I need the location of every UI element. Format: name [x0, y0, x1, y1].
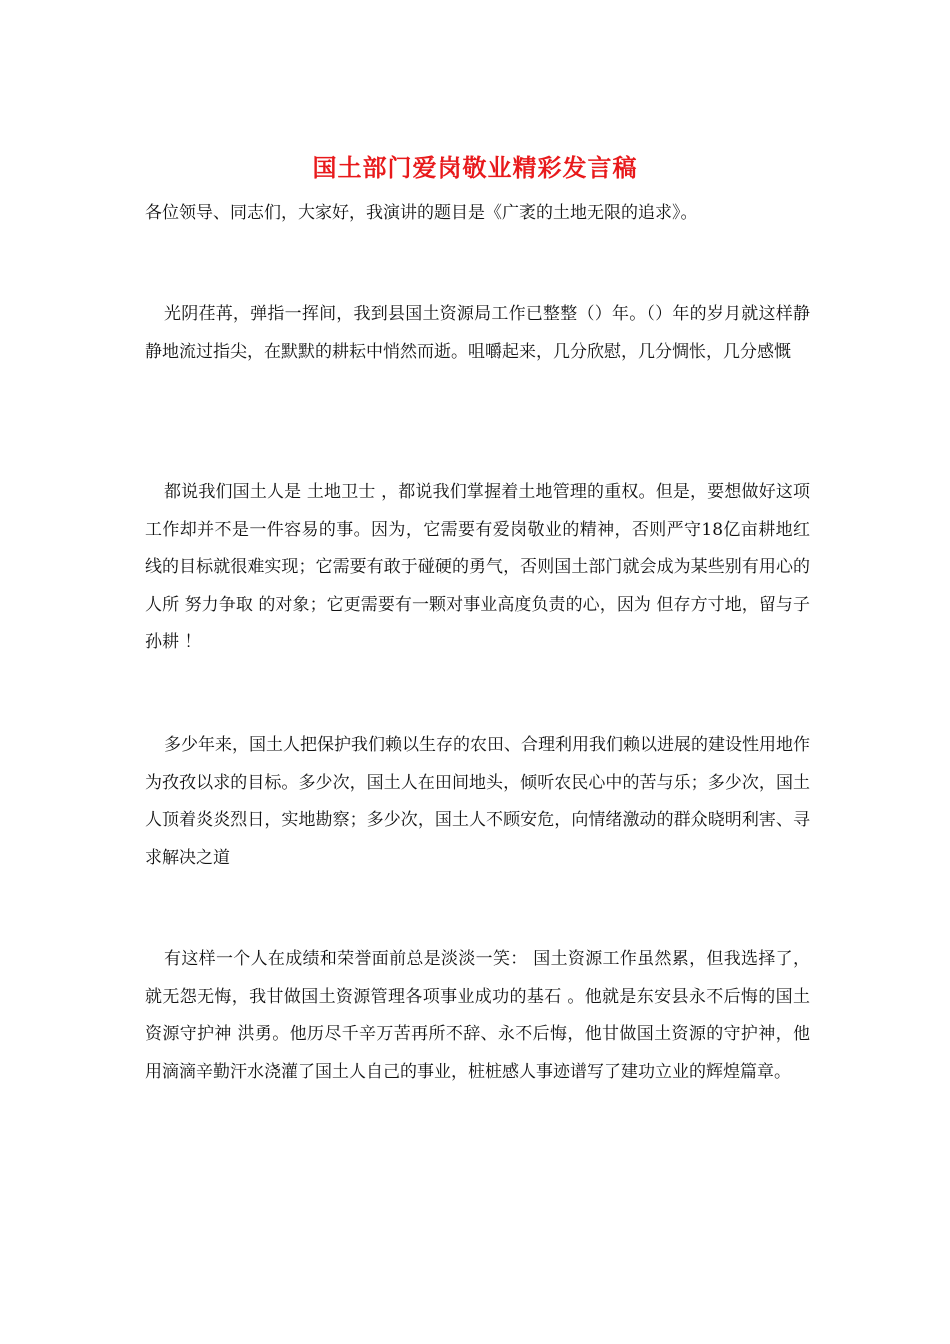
paragraph-4: 有这样一个人在成绩和荣誉面前总是淡淡一笑： 国土资源工作虽然累，但我选择了，就无怨无悔，我甘做国土资源管理各项事业成功的基石 。他就是东安县永不后悔的国土资源守护神 洪勇。他历尽千辛万苦再所不辞、永不后悔，他甘做国土资源的守护神，他用滴滴辛勤汗水浇灌了国土人自己的事业，桩桩感人事迹谱写了建功立业的辉煌篇章。	[145, 949, 810, 1082]
greeting-line: 各位领导、同志们，大家好，我演讲的题目是《广袤的土地无限的追求》。	[145, 203, 698, 223]
document-title: 国土部门爱岗敬业精彩发言稿	[312, 153, 638, 182]
paragraph-3: 多少年来，国土人把保护我们赖以生存的农田、合理利用我们赖以进展的建设性用地作为孜孜以求的目标。多少次，国土人在田间地头，倾听农民心中的苦与乐；多少次，国土人顶着炎炎烈日，实地勘察；多少次，国土人不顾安危，向情绪激动的群众晓明利害、寻求解决之道	[145, 735, 810, 868]
paragraph-1: 光阴荏苒，弹指一挥间，我到县国土资源局工作已整整（）年。（）年的岁月就这样静静地流过指尖，在默默的耕耘中悄然而逝。咀嚼起来，几分欣慰，几分惆怅，几分感慨	[145, 304, 810, 362]
paragraph-2: 都说我们国土人是 土地卫士 ，都说我们掌握着土地管理的重权。但是，要想做好这项工作却并不是一件容易的事。因为，它需要有爱岗敬业的精神，否则严守18亿亩耕地红线的目标就很难实现；它需要有敢于碰硬的勇气，否则国土部门就会成为某些别有用心的人所 努力争取 的对象；它更需要有一颗对事业高度负责的心，因为 但存方寸地，留与子孙耕 ！	[145, 482, 810, 652]
